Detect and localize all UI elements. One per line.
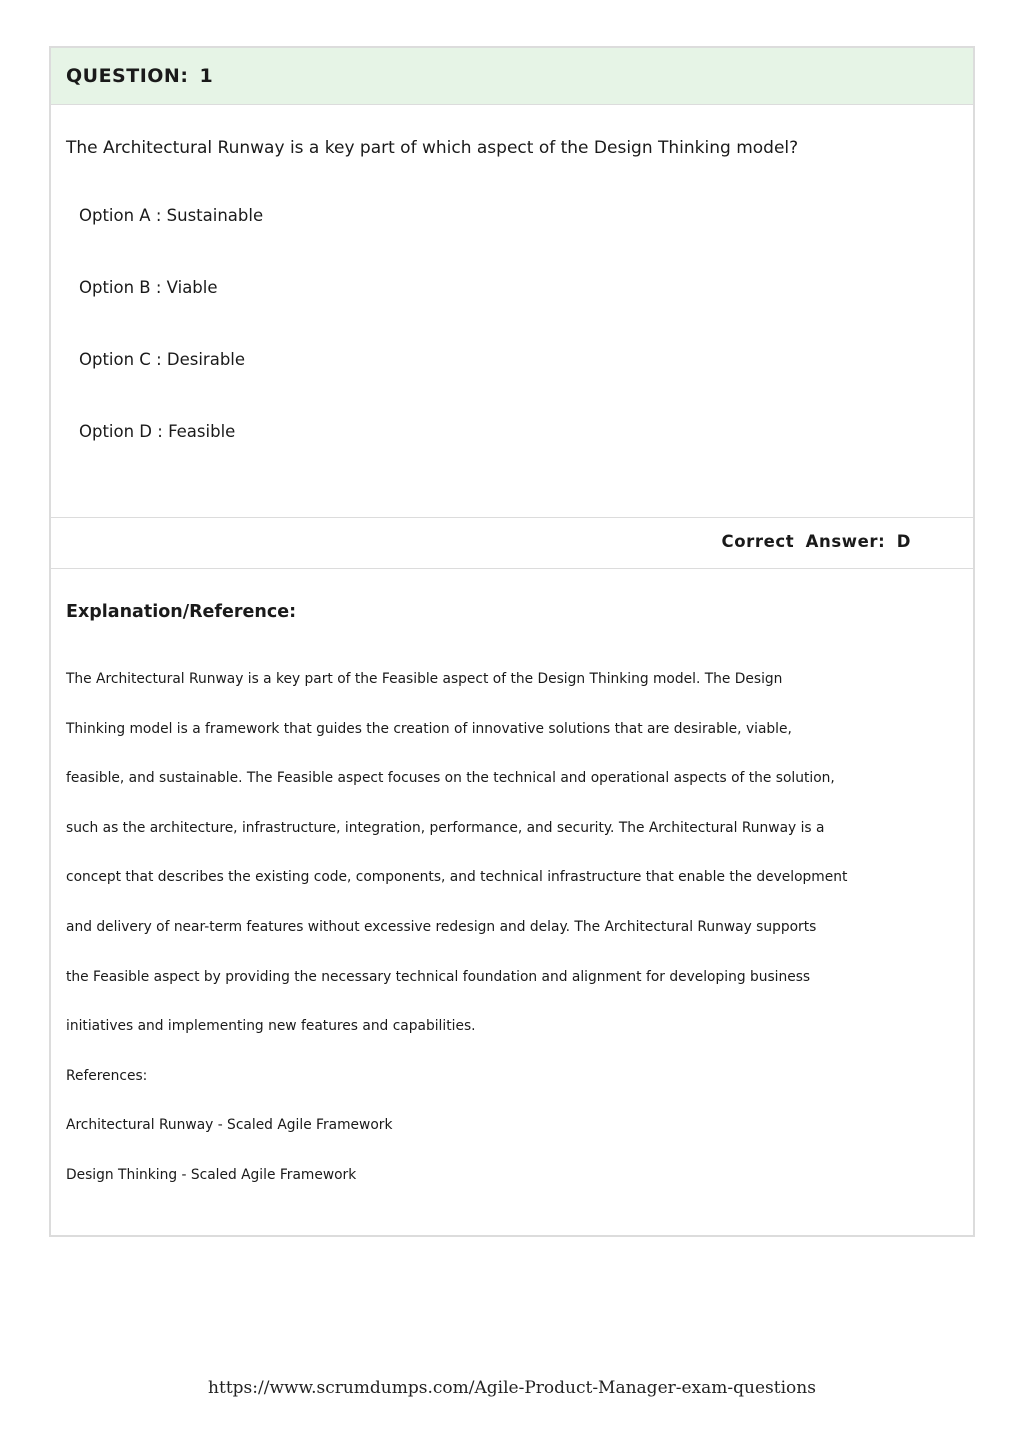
question-heading: QUESTION: 1 bbox=[51, 48, 973, 105]
answer-divider-bottom bbox=[51, 568, 973, 569]
explanation-body bbox=[66, 671, 847, 1217]
explanation-line: such as the architecture, infrastructure, integration, performance, and security. The Architectural Runway is a bbox=[66, 819, 825, 836]
option-c: Option C : Desirable bbox=[79, 350, 246, 369]
question-card bbox=[49, 46, 975, 1237]
explanation-line: The Architectural Runway is a key part of the Feasible aspect of the Design Thinking model. The Design bbox=[66, 671, 783, 687]
correct-answer: Correct Answer: D bbox=[721, 532, 911, 551]
explanation-line: the Feasible aspect by providing the necessary technical foundation and alignment for developing business bbox=[66, 968, 811, 985]
question-text: The Architectural Runway is a key part of which aspect of the Design Thinking model? bbox=[66, 138, 799, 158]
options-list bbox=[79, 206, 263, 494]
reference-item: Architectural Runway - Scaled Agile Framework bbox=[66, 1117, 393, 1134]
explanation-title: Explanation/Reference: bbox=[66, 602, 297, 622]
explanation-line: and delivery of near-term features without excessive redesign and delay. The Architectural Runway supports bbox=[66, 918, 817, 935]
footer-url: https://www.scrumdumps.com/Agile-Product-Manager-exam-questions bbox=[208, 1378, 816, 1398]
reference-item: Design Thinking - Scaled Agile Framework bbox=[66, 1166, 357, 1183]
option-d: Option D : Feasible bbox=[79, 422, 236, 441]
explanation-line: concept that describes the existing code, components, and technical infrastructure that enable the development bbox=[66, 869, 848, 886]
option-b: Option B : Viable bbox=[79, 278, 218, 297]
answer-divider-top bbox=[51, 517, 973, 518]
explanation-line: initiatives and implementing new features and capabilities. bbox=[66, 1018, 476, 1035]
explanation-line: Thinking model is a framework that guides the creation of innovative solutions that are desirable, viable, bbox=[66, 720, 792, 737]
option-a: Option A : Sustainable bbox=[79, 206, 264, 225]
explanation-line: feasible, and sustainable. The Feasible aspect focuses on the technical and operational aspects of the solution, bbox=[66, 770, 835, 787]
references-label: References: bbox=[66, 1067, 148, 1084]
